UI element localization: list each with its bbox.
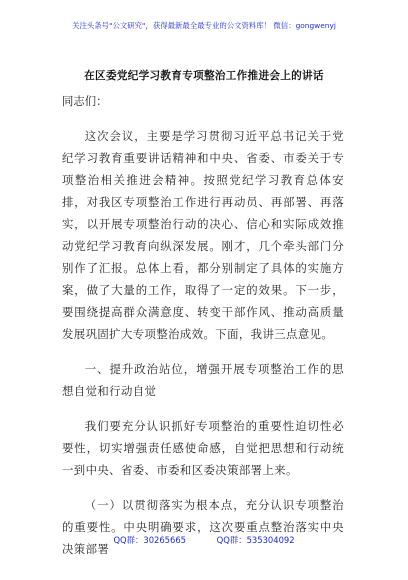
document-body	[62, 90, 344, 573]
section-1-paragraph: 我们要充分认识抓好专项整治的重要性迫切性必要性，切实增强责任感使命感，自觉把思想和行动统一到中央、省委、市委和区委决策部署上来。	[62, 419, 344, 477]
footer-qq-group-2: QQ群：535304092	[216, 535, 295, 545]
opening-paragraph: 这次会议，主要是学习贯彻习近平总书记关于党纪学习教育重要讲话精神和中央、省委、市委关于专项整治相关推进会精神。按照党纪学习教育总体安排，对我区专项整治工作进行再动员、再部署、再落实，以开展专项整治行动的决心、信心和实际成效推动党纪学习教育向纵深发展。刚才，几个牵头部门分别作了汇报。总体上看，都分别制定了具体的实施方案，做了大量的工作，取得了一定的效果。下一步，要围绕提高群众满意度、转变干部作风、推动高质量发展巩固扩大专项整治成效。下面，我讲三点意见。	[62, 129, 344, 341]
document-title: 在区委党纪学习教育专项整治工作推进会上的讲话	[84, 70, 324, 82]
footer-qq-group-1: QQ群：30265665	[113, 535, 186, 545]
footer	[0, 534, 408, 546]
section-1-heading: 一、提升政治站位，增强开展专项整治工作的思想自觉和行动自觉	[62, 362, 344, 398]
header-banner: 关注头条号"公文研究"，获得最新最全最专业的公文资料库！ 微信：gongwenyj	[72, 21, 336, 30]
salutation: 同志们：	[62, 94, 108, 108]
subsection-1-paragraph: （一）以贯彻落实为根本点，充分认识专项整治的重要性。中央明确要求，这次要重点整治落实中央决策部署	[62, 498, 344, 556]
